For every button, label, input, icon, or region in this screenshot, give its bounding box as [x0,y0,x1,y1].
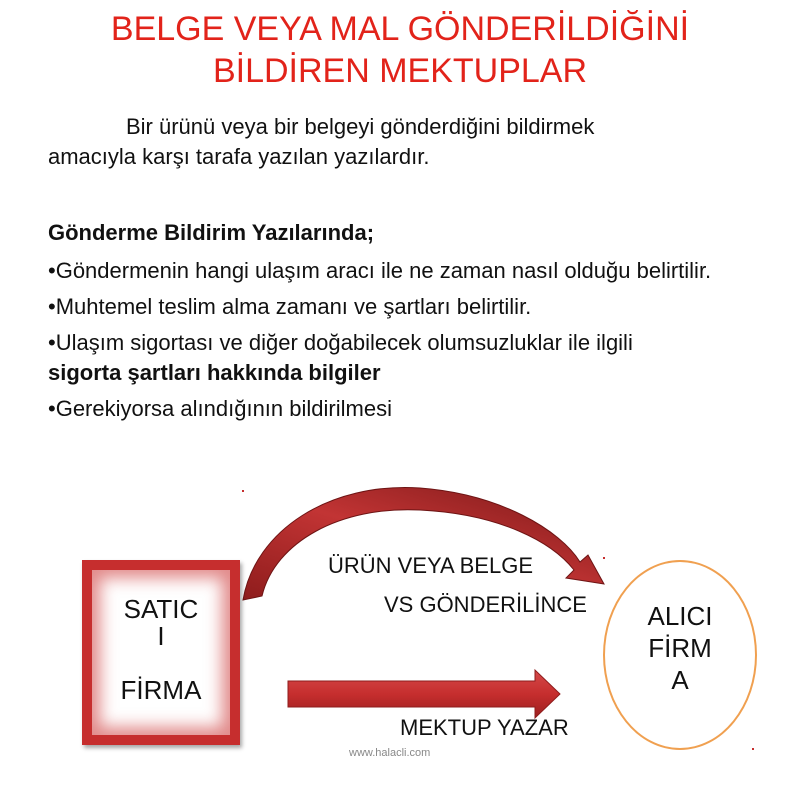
intro-paragraph [48,112,768,172]
bullet-item [48,256,778,286]
decor-dot [242,490,244,492]
bullet-item [48,394,778,424]
page-title [0,8,800,92]
buyer-label-line-2: FİRM [648,633,712,663]
bullet-list [48,256,778,430]
letter-label: MEKTUP YAZAR [400,715,569,740]
seller-firm-label [92,596,230,704]
process-diagram [0,470,800,790]
buyer-firm-ellipse [603,560,757,750]
buyer-label-line-3: A [671,665,689,695]
title-line-1: BELGE VEYA MAL GÖNDERİLDİĞİNİ [110,10,690,48]
curved-arrow [243,487,604,600]
bullet-text: •Muhtemel teslim alma zamanı ve şartları belirtilir. [48,294,532,319]
bullet-text: •Gerekiyorsa alındığının bildirilmesi [48,396,392,421]
bullet-text: •Ulaşım sigortası ve diğer doğabilecek olumsuzluklar ile ilgili [48,330,633,355]
bullet-item [48,292,778,322]
bullet-bold-text: sigorta şartları hakkında bilgiler [48,360,381,385]
watermark-text: www.halacli.com [349,747,431,759]
intro-line-1: Bir ürünü veya bir belgeyi gönderdiğini bildirmek [126,114,595,139]
buyer-firm-label [605,600,755,696]
title-line-2: BİLDİREN MEKTUPLAR [212,52,588,90]
straight-arrow [288,670,560,718]
seller-label-line-2: I [157,621,165,651]
section-heading: Gönderme Bildirim Yazılarında; [48,220,375,245]
buyer-label-line-1: ALICI [647,601,713,631]
seller-firm-box [82,560,240,745]
product-label-line-1: ÜRÜN VEYA BELGE [328,553,533,578]
product-label-line-2: VS GÖNDERİLİNCE [384,592,587,617]
decor-dot [752,748,754,750]
bullet-item [48,328,778,388]
bullet-text: •Göndermenin hangi ulaşım aracı ile ne zaman nasıl olduğu belirtilir. [48,258,712,283]
seller-label-line-1: SATIC [123,594,199,624]
decor-dot [603,557,605,559]
intro-line-2: amacıyla karşı tarafa yazılan yazılardır. [48,144,430,169]
seller-label-line-3: FİRMA [120,675,202,705]
